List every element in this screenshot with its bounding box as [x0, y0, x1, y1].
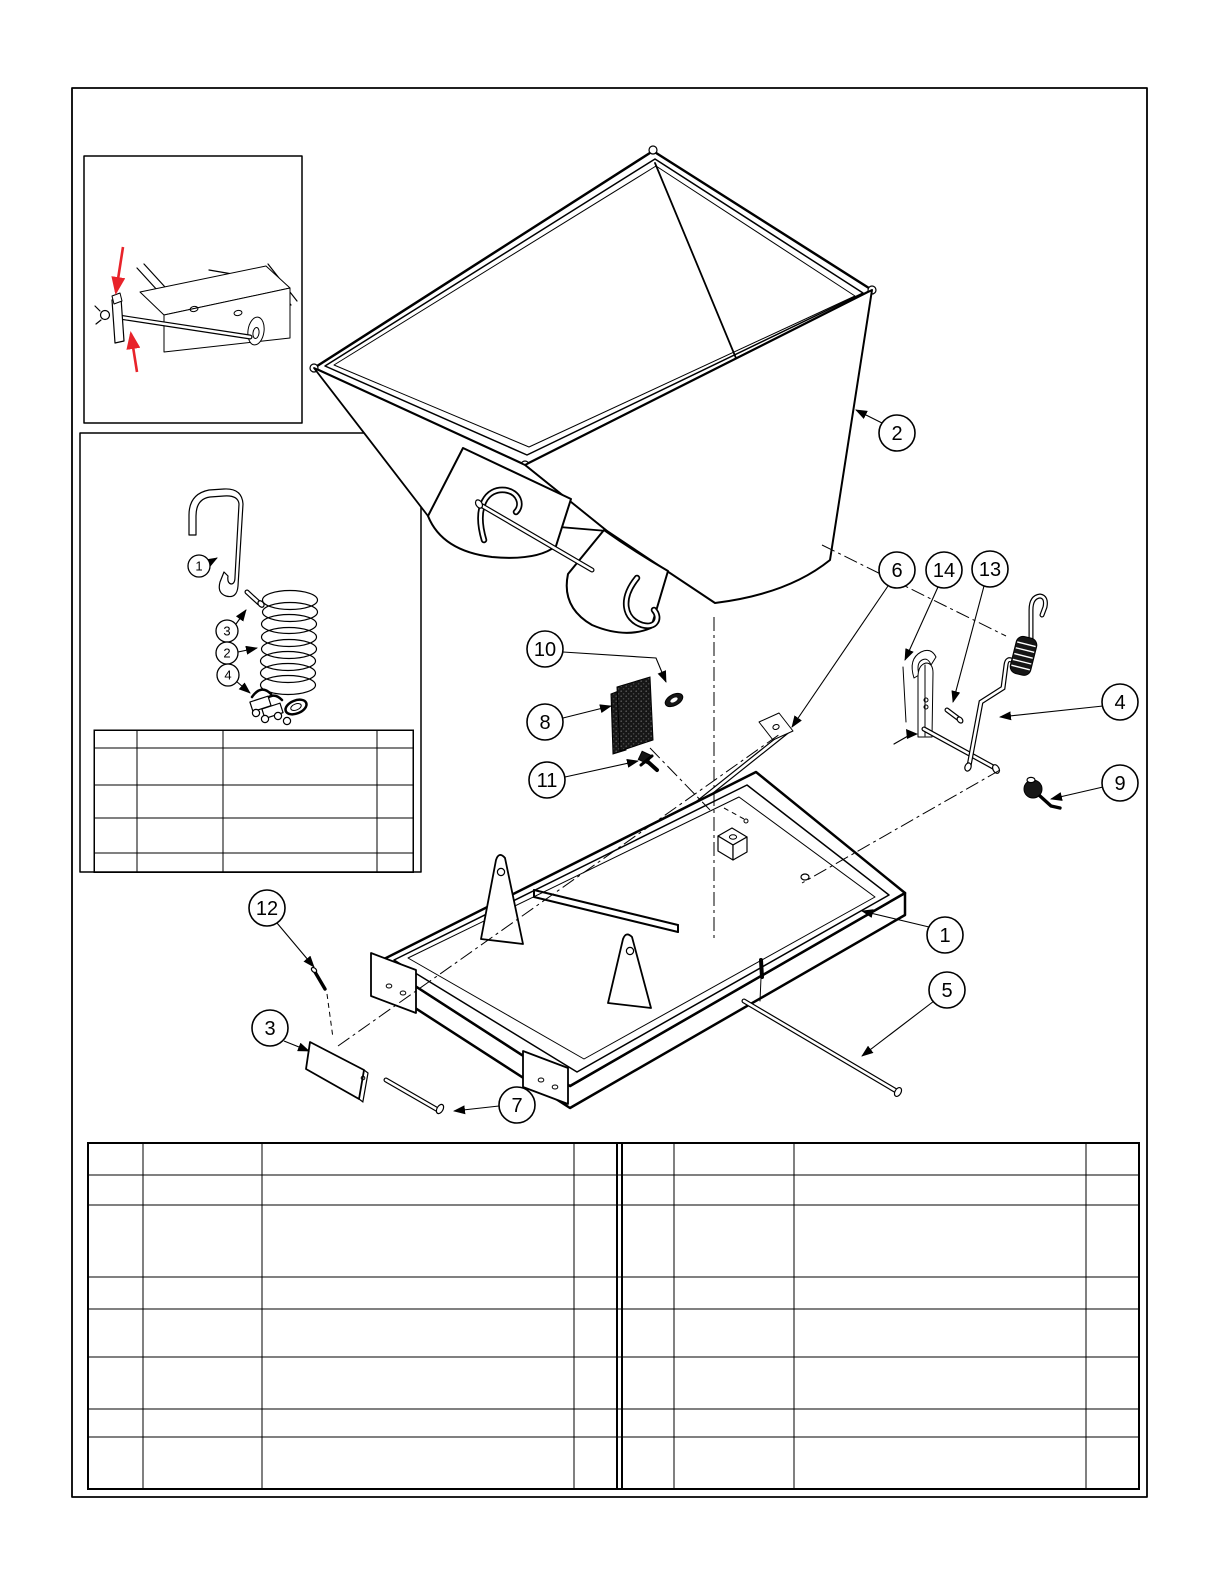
callout-balloon-5 [929, 972, 965, 1008]
tension-spring [1009, 635, 1039, 677]
grip-pad [617, 677, 653, 751]
callout-balloon-4 [1102, 684, 1138, 720]
callout-label: 4 [224, 667, 232, 683]
hanger-hook [189, 489, 243, 597]
callout-balloon-10 [527, 631, 563, 667]
leader-13 [953, 586, 984, 702]
callout-balloon-inset-2 [216, 642, 238, 664]
callout-label: 9 [1114, 772, 1126, 795]
callout-label: 3 [223, 623, 231, 639]
leader-8 [563, 706, 611, 718]
callout-balloon-13 [972, 551, 1008, 587]
leader-10 [563, 652, 666, 682]
leader-3 [284, 1041, 309, 1051]
latch-pad-group [611, 677, 685, 770]
callout-balloon-12 [249, 890, 285, 926]
callout-label: 4 [1114, 691, 1126, 714]
callout-balloon-7 [499, 1087, 535, 1123]
base-frame [371, 769, 905, 1108]
keeper-pin-head [101, 311, 110, 320]
detail-inset-spring [80, 433, 421, 872]
callout-balloon-8 [527, 704, 563, 740]
callout-label: 8 [539, 711, 551, 734]
callout-balloon-2 [879, 415, 915, 451]
callout-balloon-14 [926, 552, 962, 588]
callout-label: 1 [195, 558, 203, 574]
leader-6 [792, 586, 888, 727]
pawl-arrow [906, 729, 918, 739]
red-highlight-arrow-top [116, 247, 123, 292]
pad-bolt [638, 751, 657, 770]
callout-label: 14 [932, 559, 956, 582]
callout-label: 12 [255, 897, 279, 920]
pin-14-line [903, 667, 906, 722]
trip-lever [969, 660, 1017, 766]
callout-label: 13 [978, 558, 1002, 581]
coil-spring [261, 591, 318, 695]
callout-label: 10 [533, 638, 557, 661]
leader-12 [277, 923, 314, 967]
callout-label: 5 [941, 979, 953, 1002]
rail-stub-left [137, 264, 165, 291]
trip-linkage [894, 596, 1060, 808]
callout-label: 7 [511, 1094, 523, 1117]
release-knob [1024, 777, 1060, 808]
callout-balloon-1 [927, 917, 963, 953]
leader-2 [856, 410, 884, 424]
callout-label: 3 [264, 1017, 276, 1040]
rod-bracket [759, 713, 793, 740]
align-line-latch [802, 770, 1000, 883]
hopper-bucket [310, 146, 876, 633]
leader-14 [905, 587, 938, 660]
bom-table [88, 1143, 1139, 1489]
callout-balloon-inset-3 [216, 620, 238, 642]
callout-label: 11 [536, 769, 558, 792]
red-highlight-arrow-bottom [131, 334, 137, 372]
leader-11 [565, 761, 638, 777]
callout-label: 2 [891, 422, 903, 445]
leader-inset-4 [236, 681, 250, 693]
keeper-plate [112, 298, 124, 343]
callout-balloon-9 [1102, 765, 1138, 801]
leader-4 [1000, 706, 1103, 717]
leader-inset-3 [236, 610, 246, 624]
cotter-pin-12 [310, 967, 333, 1038]
leader-inset-1 [210, 558, 217, 562]
wire-rope-clips [250, 690, 309, 725]
callout-balloon-inset-1 [188, 555, 210, 577]
callout-balloon-6 [879, 552, 915, 588]
leader-9 [1051, 787, 1103, 799]
callout-label: 1 [939, 924, 951, 947]
callout-balloon-3 [252, 1010, 288, 1046]
callout-balloon-inset-4 [217, 664, 239, 686]
callout-balloon-11 [529, 762, 565, 798]
leader-5 [862, 1001, 934, 1056]
leader-7 [454, 1106, 499, 1111]
latch-plate-3 [306, 1042, 368, 1102]
inset-2-frame [80, 433, 421, 872]
inset-parts-table [94, 730, 413, 872]
leader-inset-2 [238, 648, 257, 652]
detail-inset-pin [84, 156, 302, 423]
callout-label: 2 [223, 645, 231, 661]
callout-label: 6 [891, 559, 903, 582]
